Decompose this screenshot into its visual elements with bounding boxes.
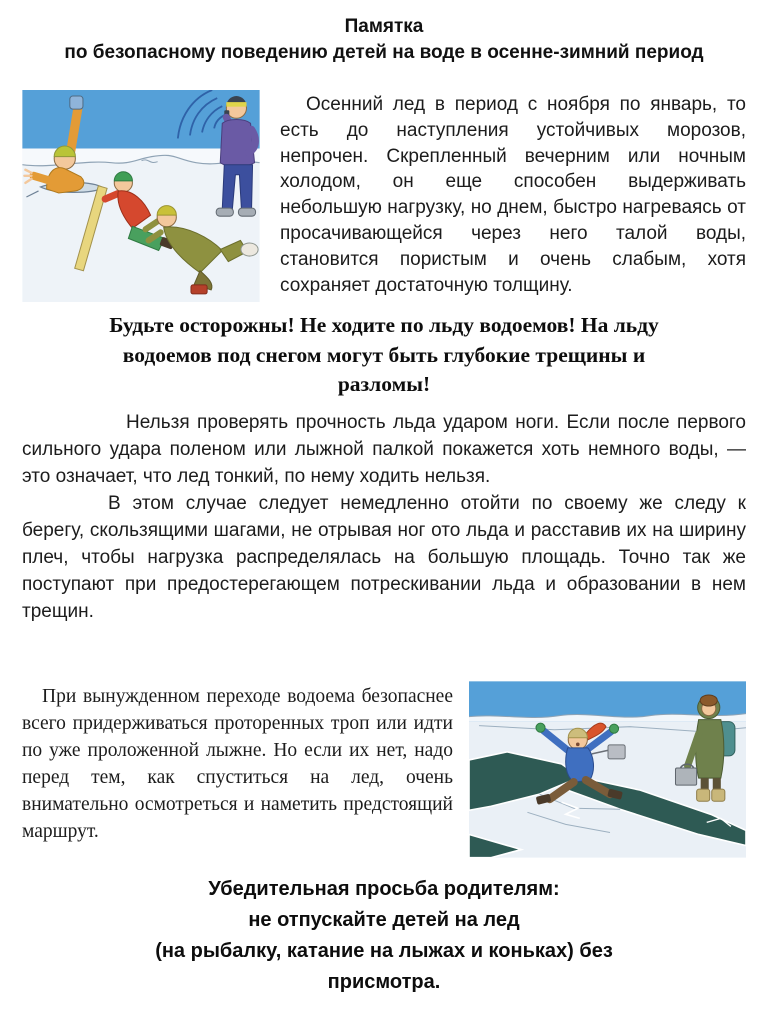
title-line-1: Памятка (344, 16, 424, 37)
paragraph-retreat: В этом случае следует немедленно отойти по своему же следу к берегу, скользящими шагами, не отрывая ног ото льда и расставив их на ширину плеч, чтобы нагрузка распределялась на большую площадь. Точно так же поступают при предостерегающем потрескивании льда и образовании в нем трещин. (22, 492, 746, 622)
warning-line-2: водоемов под снегом могут быть глубокие трещины и (122, 342, 646, 367)
paragraph-crossing: При вынужденном переходе водоема безопаснее всего придерживаться проторенных троп или идти по уже проложенной лыжне. Но если их нет, надо перед тем, как спуститься на лед, очень внимательно осмотреться и наметить предстоящий маршрут. (22, 685, 453, 842)
intro-section (22, 90, 746, 302)
warning-line-1: Будьте осторожны! Не ходите по льду водоемов! На льду (109, 313, 659, 337)
page-title (22, 14, 746, 66)
illustration-ice-rescue (22, 90, 260, 302)
plea-line-4: присмотра. (327, 970, 441, 993)
plea-line-2: не отпускайте детей на лед (248, 908, 520, 931)
paragraph-autumn-ice: Осенний лед в период с ноября по январь, то есть до наступления устойчивых морозов, непрочен. Скрепленный вечерним или ночным холодом, он еще способен выдерживать небольшую нагрузку, но днем, быстро нагреваясь от просачивающейся через него талой воды, становится пористым и очень слабым, хотя сохраняет достаточную толщину. (280, 94, 746, 296)
warning-text (22, 311, 746, 400)
parents-plea (22, 874, 746, 998)
plea-line-3: (на рыбалку, катание на лыжах и коньках) без (155, 939, 613, 962)
paragraph-check-strength: Нельзя проверять прочность льда ударом ноги. Если после первого сильного удара поленом или лыжной палкой покажется хоть немного воды, — это означает, что лед тонкий, по нему ходить нельзя. (22, 411, 746, 487)
warning-line-3: разломы! (337, 372, 431, 396)
crossing-section (22, 681, 746, 858)
illustration-ice-crack-crossing (469, 681, 746, 858)
title-line-2: по безопасному поведению детей на воде в осенне-зимний период (64, 42, 704, 63)
plea-line-1: Убедительная просьба родителям: (208, 877, 560, 900)
